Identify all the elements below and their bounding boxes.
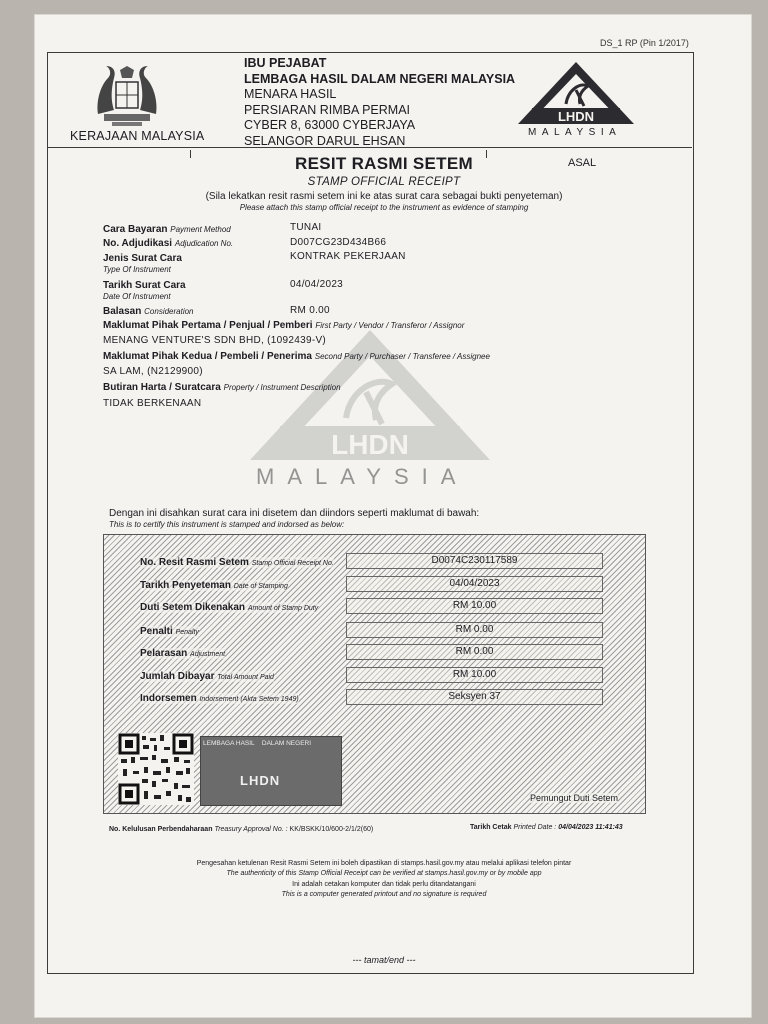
end-marker: --- tamat/end --- [352, 955, 416, 965]
address-line: LEMBAGA HASIL DALAM NEGERI MALAYSIA [244, 71, 516, 86]
stamp-duty-value: RM 10.00 [346, 598, 603, 614]
footer-note: Pengesahan ketulenan Resit Rasmi Setem ini boleh dipastikan di stamps.hasil.gov.my atau melalui aplikasi telefon pintar [196, 860, 572, 867]
logo-country: MALAYSIA [528, 127, 622, 138]
collector-label: Pemungut Duti Setem [530, 793, 619, 803]
instrument-date-label: Tarikh Surat Cara [103, 280, 186, 291]
revenue-stamp-caption: LEMBAGA HASIL DALAM NEGERI [203, 740, 312, 747]
adjudication-label: No. Adjudikasi Adjudication No. [103, 238, 234, 249]
watermark-country: MALAYSIA [256, 464, 469, 489]
penalty-label: Penalti Penalty [140, 626, 199, 637]
indorsement-value: Seksyen 37 [346, 689, 603, 705]
document-title: RESIT RASMI SETEM [295, 154, 473, 173]
instrument-type-value: KONTRAK PEKERJAAN [290, 251, 406, 262]
qr-code-icon [118, 733, 194, 805]
instruction-note: (Sila lekatkan resit rasmi setem ini ke atas surat cara sebagai bukti penyeteman) [205, 191, 563, 202]
stamping-date-label: Tarikh Penyeteman Date of Stamping [140, 580, 288, 591]
adjudication-value: D007CG23D434B66 [290, 237, 387, 248]
stamp-receipt-no-value: D0074C230117589 [346, 553, 603, 569]
consideration-label: Balasan Consideration [103, 306, 194, 317]
total-paid-value: RM 10.00 [346, 667, 603, 683]
instrument-date-label-en: Date Of Instrument [103, 292, 171, 301]
document-subtitle: STAMP OFFICIAL RECEIPT [307, 176, 461, 188]
instruction-note-en: Please attach this stamp official receipt to the instrument as evidence of stamping [239, 203, 529, 212]
coat-of-arms-icon [92, 64, 162, 128]
certification-text: Dengan ini disahkan surat cara ini disetem dan diindors seperti maklumat di bawah: [109, 508, 480, 519]
certification-text-en: This is to certify this instrument is stamped and indorsed as below: [109, 520, 345, 529]
address-line: SELANGOR DARUL EHSAN [244, 133, 406, 148]
stamp-duty-label: Duti Setem Dikenakan Amount of Stamp Duty [140, 602, 319, 613]
watermark-text: LHDN [331, 429, 409, 460]
address-line: MENARA HASIL [244, 87, 337, 101]
instrument-type-label: Jenis Surat Cara [103, 253, 182, 264]
treasury-approval: No. Kelulusan Perbendaharaan Treasury Approval No. : KK/BSKK/10/600-2/1/2(60) [109, 826, 374, 833]
first-party-label: Maklumat Pihak Pertama / Penjual / Pemberi First Party / Vendor / Transferor / Assignor [103, 320, 465, 331]
footer-note: This is a computer generated printout and no signature is required [281, 891, 487, 898]
logo-text: LHDN [557, 109, 595, 124]
form-code: DS_1 RP (Pin 1/2017) [600, 38, 689, 48]
total-paid-label: Jumlah Dibayar Total Amount Paid [140, 671, 274, 682]
penalty-value: RM 0.00 [346, 622, 603, 638]
footer-note: The authenticity of this Stamp Official Receipt can be verified at stamps.hasil.gov.my or by mobile app [226, 870, 542, 877]
revenue-stamp-logo: LHDN [240, 773, 281, 788]
first-party-value: MENANG VENTURE'S SDN BHD, (1092439-V) [103, 335, 327, 346]
footer-note: Ini adalah cetakan komputer dan tidak perlu ditandatangani [292, 881, 476, 888]
property-label: Butiran Harta / Suratcara Property / Instrument Description [103, 382, 341, 393]
address-line: PERSIARAN RIMBA PERMAI [244, 102, 411, 117]
printed-date: Tarikh Cetak Printed Date : 04/04/2023 11:41:43 [470, 824, 623, 831]
stamping-date-value: 04/04/2023 [346, 576, 603, 592]
consideration-value: RM 0.00 [290, 305, 330, 316]
second-party-value: SA LAM, (N2129900) [103, 366, 203, 377]
indorsement-label: Indorsemen Indorsement (Akta Setem 1949) [140, 693, 299, 704]
adjustment-label: Pelarasan Adjustment [140, 648, 226, 659]
government-label: KERAJAAN MALAYSIA [70, 129, 205, 143]
payment-method-value: TUNAI [290, 222, 322, 233]
adjustment-value: RM 0.00 [346, 644, 603, 660]
office-address [244, 56, 515, 149]
address-line: IBU PEJABAT [244, 56, 327, 70]
property-value: TIDAK BERKENAAN [103, 398, 202, 409]
instrument-date-value: 04/04/2023 [290, 279, 344, 290]
instrument-type-label-en: Type Of Instrument [103, 265, 171, 274]
stamp-receipt-no-label: No. Resit Rasmi Setem Stamp Official Receipt No. [140, 557, 334, 568]
copy-label: ASAL [568, 157, 597, 169]
second-party-label: Maklumat Pihak Kedua / Pembeli / Penerima Second Party / Purchaser / Transferee / Assignee [103, 351, 490, 362]
payment-method-label: Cara Bayaran Payment Method [103, 224, 231, 235]
address-line: CYBER 8, 63000 CYBERJAYA [244, 118, 416, 132]
